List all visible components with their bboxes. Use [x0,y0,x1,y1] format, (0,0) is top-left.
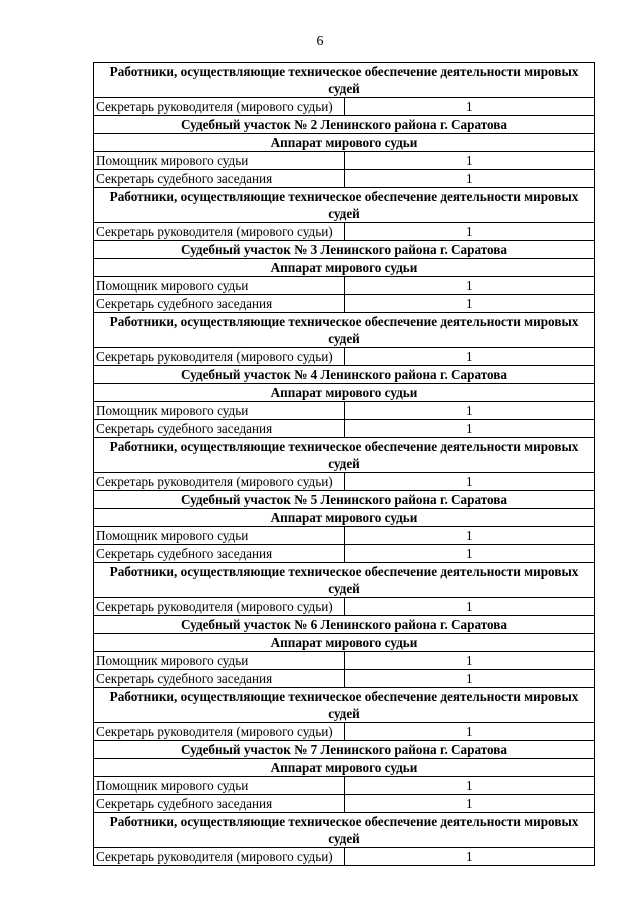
staff-table [93,62,595,866]
position-count: 1 [344,152,595,170]
section-header-row [94,634,595,652]
position-count: 1 [344,795,595,813]
staff-table-body [94,63,595,866]
position-name: Секретарь судебного заседания [94,170,345,188]
section-header: Судебный участок № 2 Ленинского района г. Саратова [94,116,595,134]
section-header-row [94,63,595,98]
position-count: 1 [344,98,595,116]
position-count: 1 [344,598,595,616]
table-row [94,670,595,688]
position-count: 1 [344,723,595,741]
section-header: Работники, осуществляющие техническое обеспечение деятельности мировых судей [94,563,595,598]
table-row [94,170,595,188]
section-header-row [94,563,595,598]
section-header-row [94,241,595,259]
position-count: 1 [344,848,595,866]
position-name: Помощник мирового судьи [94,527,345,545]
section-header-row [94,134,595,152]
table-row [94,277,595,295]
position-name: Секретарь руководителя (мирового судьи) [94,723,345,741]
position-name: Помощник мирового судьи [94,777,345,795]
position-name: Помощник мирового судьи [94,402,345,420]
table-row [94,473,595,491]
table-row [94,295,595,313]
table-row [94,402,595,420]
section-header: Аппарат мирового судьи [94,634,595,652]
section-header-row [94,741,595,759]
position-count: 1 [344,527,595,545]
section-header: Работники, осуществляющие техническое обеспечение деятельности мировых судей [94,438,595,473]
table-row [94,348,595,366]
position-name: Помощник мирового судьи [94,652,345,670]
section-header: Аппарат мирового судьи [94,259,595,277]
position-name: Секретарь руководителя (мирового судьи) [94,348,345,366]
section-header-row [94,491,595,509]
section-header: Судебный участок № 3 Ленинского района г. Саратова [94,241,595,259]
section-header-row [94,313,595,348]
section-header-row [94,759,595,777]
section-header-row [94,509,595,527]
page-number: 6 [316,34,324,49]
table-row [94,545,595,563]
table-row [94,98,595,116]
section-header-row [94,438,595,473]
section-header: Аппарат мирового судьи [94,509,595,527]
section-header: Работники, осуществляющие техническое обеспечение деятельности мировых судей [94,63,595,98]
position-count: 1 [344,670,595,688]
section-header-row [94,366,595,384]
section-header-row [94,188,595,223]
section-header: Аппарат мирового судьи [94,384,595,402]
table-row [94,598,595,616]
position-name: Секретарь руководителя (мирового судьи) [94,98,345,116]
position-name: Секретарь руководителя (мирового судьи) [94,848,345,866]
table-row [94,795,595,813]
position-name: Секретарь судебного заседания [94,545,345,563]
position-name: Помощник мирового судьи [94,277,345,295]
section-header-row [94,384,595,402]
position-name: Секретарь судебного заседания [94,670,345,688]
table-row [94,848,595,866]
section-header: Судебный участок № 4 Ленинского района г. Саратова [94,366,595,384]
position-count: 1 [344,420,595,438]
table-row [94,223,595,241]
position-count: 1 [344,295,595,313]
section-header: Работники, осуществляющие техническое обеспечение деятельности мировых судей [94,188,595,223]
section-header-row [94,688,595,723]
table-row [94,652,595,670]
section-header: Аппарат мирового судьи [94,134,595,152]
position-count: 1 [344,777,595,795]
position-name: Секретарь руководителя (мирового судьи) [94,223,345,241]
section-header: Судебный участок № 6 Ленинского района г. Саратова [94,616,595,634]
table-row [94,527,595,545]
position-count: 1 [344,348,595,366]
table-row [94,420,595,438]
table-row [94,152,595,170]
position-name: Секретарь судебного заседания [94,795,345,813]
section-header-row [94,813,595,848]
table-row [94,777,595,795]
table-row [94,723,595,741]
section-header: Работники, осуществляющие техническое обеспечение деятельности мировых судей [94,688,595,723]
section-header: Судебный участок № 5 Ленинского района г. Саратова [94,491,595,509]
position-count: 1 [344,170,595,188]
position-name: Секретарь руководителя (мирового судьи) [94,598,345,616]
position-count: 1 [344,652,595,670]
section-header-row [94,116,595,134]
position-name: Секретарь судебного заседания [94,295,345,313]
position-count: 1 [344,223,595,241]
section-header-row [94,259,595,277]
section-header: Аппарат мирового судьи [94,759,595,777]
section-header: Судебный участок № 7 Ленинского района г. Саратова [94,741,595,759]
position-count: 1 [344,277,595,295]
position-name: Помощник мирового судьи [94,152,345,170]
position-count: 1 [344,473,595,491]
section-header: Работники, осуществляющие техническое обеспечение деятельности мировых судей [94,313,595,348]
position-count: 1 [344,545,595,563]
section-header: Работники, осуществляющие техническое обеспечение деятельности мировых судей [94,813,595,848]
position-name: Секретарь судебного заседания [94,420,345,438]
position-name: Секретарь руководителя (мирового судьи) [94,473,345,491]
position-count: 1 [344,402,595,420]
section-header-row [94,616,595,634]
